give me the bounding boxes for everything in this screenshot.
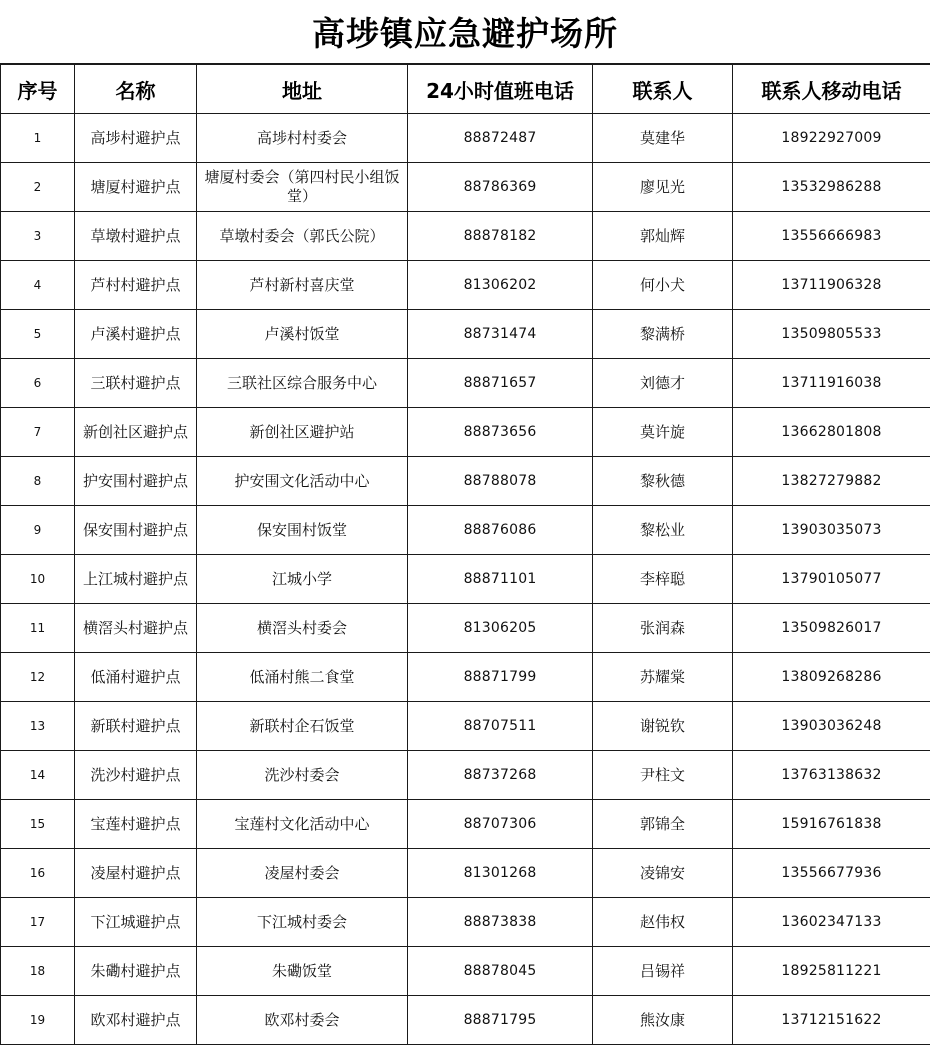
cell-shelter-name: 低涌村避护点 [75,653,197,702]
cell-shelter-name: 朱磡村避护点 [75,947,197,996]
cell-no: 18 [1,947,75,996]
cell-no: 9 [1,506,75,555]
cell-duty-phone: 88871657 [408,359,593,408]
cell-contact: 莫许旋 [593,408,733,457]
cell-contact: 尹柱文 [593,751,733,800]
cell-address: 洗沙村委会 [197,751,408,800]
cell-mobile: 13903035073 [733,506,930,555]
title-row [0,0,930,64]
header-no: 序号 [1,65,75,114]
cell-mobile: 18922927009 [733,114,930,163]
cell-mobile: 13662801808 [733,408,930,457]
cell-mobile: 13556666983 [733,212,930,261]
cell-mobile: 13509826017 [733,604,930,653]
cell-contact: 谢锐钦 [593,702,733,751]
cell-no: 16 [1,849,75,898]
table-row [1,506,930,555]
cell-address: 护安围文化活动中心 [197,457,408,506]
cell-shelter-name: 宝莲村避护点 [75,800,197,849]
cell-mobile: 15916761838 [733,800,930,849]
cell-no: 14 [1,751,75,800]
cell-address: 江城小学 [197,555,408,604]
table-row [1,751,930,800]
header-address: 地址 [197,65,408,114]
shelter-table [0,64,930,1045]
cell-address: 下江城村委会 [197,898,408,947]
cell-duty-phone: 81306205 [408,604,593,653]
cell-no: 3 [1,212,75,261]
table-row [1,800,930,849]
cell-address: 低涌村熊二食堂 [197,653,408,702]
table-header-row [1,65,930,114]
cell-shelter-name: 保安围村避护点 [75,506,197,555]
cell-contact: 赵伟权 [593,898,733,947]
cell-address: 凌屋村委会 [197,849,408,898]
cell-shelter-name: 高埗村避护点 [75,114,197,163]
cell-contact: 莫建华 [593,114,733,163]
cell-address: 芦村新村喜庆堂 [197,261,408,310]
cell-duty-phone: 88707511 [408,702,593,751]
cell-duty-phone: 81301268 [408,849,593,898]
table-row [1,702,930,751]
cell-duty-phone: 88872487 [408,114,593,163]
table-row [1,114,930,163]
cell-address: 卢溪村饭堂 [197,310,408,359]
cell-address: 宝莲村文化活动中心 [197,800,408,849]
table-row [1,359,930,408]
table-row [1,604,930,653]
cell-mobile: 13532986288 [733,163,930,212]
header-name: 名称 [75,65,197,114]
cell-address: 新创社区避护站 [197,408,408,457]
cell-address: 朱磡饭堂 [197,947,408,996]
cell-shelter-name: 下江城避护点 [75,898,197,947]
cell-contact: 黎松业 [593,506,733,555]
cell-shelter-name: 三联村避护点 [75,359,197,408]
cell-no: 8 [1,457,75,506]
cell-mobile: 13711906328 [733,261,930,310]
cell-contact: 廖见光 [593,163,733,212]
table-row [1,457,930,506]
cell-no: 6 [1,359,75,408]
table-row [1,408,930,457]
header-contact: 联系人 [593,65,733,114]
cell-address: 保安围村饭堂 [197,506,408,555]
cell-contact: 郭灿辉 [593,212,733,261]
page-title: 高埗镇应急避护场所 [312,14,618,53]
cell-address: 三联社区综合服务中心 [197,359,408,408]
cell-shelter-name: 塘厦村避护点 [75,163,197,212]
cell-shelter-name: 卢溪村避护点 [75,310,197,359]
cell-address: 欧邓村委会 [197,996,408,1045]
cell-shelter-name: 护安围村避护点 [75,457,197,506]
table-row [1,947,930,996]
table-row [1,849,930,898]
cell-shelter-name: 横滘头村避护点 [75,604,197,653]
cell-mobile: 13602347133 [733,898,930,947]
cell-duty-phone: 88871799 [408,653,593,702]
cell-contact: 苏耀棠 [593,653,733,702]
cell-duty-phone: 88707306 [408,800,593,849]
table-row [1,310,930,359]
cell-shelter-name: 芦村村避护点 [75,261,197,310]
cell-mobile: 18925811221 [733,947,930,996]
cell-no: 7 [1,408,75,457]
cell-no: 11 [1,604,75,653]
cell-duty-phone: 88871795 [408,996,593,1045]
cell-address: 高埗村村委会 [197,114,408,163]
cell-shelter-name: 上江城村避护点 [75,555,197,604]
cell-contact: 郭锦全 [593,800,733,849]
cell-duty-phone: 88878182 [408,212,593,261]
cell-duty-phone: 88876086 [408,506,593,555]
header-mobile: 联系人移动电话 [733,65,930,114]
cell-shelter-name: 凌屋村避护点 [75,849,197,898]
cell-address: 新联村企石饭堂 [197,702,408,751]
cell-duty-phone: 88871101 [408,555,593,604]
table-row [1,898,930,947]
cell-mobile: 13827279882 [733,457,930,506]
table-row [1,212,930,261]
cell-address: 塘厦村委会（第四村民小组饭堂） [197,163,408,212]
cell-duty-phone: 88788078 [408,457,593,506]
cell-duty-phone: 88873656 [408,408,593,457]
cell-duty-phone: 88737268 [408,751,593,800]
cell-contact: 张润森 [593,604,733,653]
cell-no: 10 [1,555,75,604]
cell-mobile: 13509805533 [733,310,930,359]
cell-contact: 何小犬 [593,261,733,310]
table-row [1,653,930,702]
table-body [1,114,930,1045]
cell-shelter-name: 新创社区避护点 [75,408,197,457]
cell-duty-phone: 88731474 [408,310,593,359]
cell-mobile: 13809268286 [733,653,930,702]
cell-contact: 李梓聪 [593,555,733,604]
cell-no: 12 [1,653,75,702]
table-row [1,555,930,604]
cell-shelter-name: 洗沙村避护点 [75,751,197,800]
cell-mobile: 13790105077 [733,555,930,604]
cell-mobile: 13711916038 [733,359,930,408]
cell-mobile: 13903036248 [733,702,930,751]
table-row [1,996,930,1045]
cell-no: 2 [1,163,75,212]
cell-contact: 熊汝康 [593,996,733,1045]
cell-duty-phone: 81306202 [408,261,593,310]
cell-address: 横滘头村委会 [197,604,408,653]
cell-duty-phone: 88873838 [408,898,593,947]
cell-duty-phone: 88878045 [408,947,593,996]
cell-contact: 吕锡祥 [593,947,733,996]
cell-mobile: 13763138632 [733,751,930,800]
cell-no: 19 [1,996,75,1045]
cell-shelter-name: 欧邓村避护点 [75,996,197,1045]
cell-address: 草墩村委会（郭氏公院） [197,212,408,261]
cell-contact: 刘德才 [593,359,733,408]
header-duty-phone: 24小时值班电话 [408,65,593,114]
cell-contact: 黎秋德 [593,457,733,506]
cell-shelter-name: 新联村避护点 [75,702,197,751]
cell-duty-phone: 88786369 [408,163,593,212]
cell-contact: 黎满桥 [593,310,733,359]
cell-mobile: 13556677936 [733,849,930,898]
cell-no: 17 [1,898,75,947]
cell-no: 4 [1,261,75,310]
cell-no: 13 [1,702,75,751]
table-row [1,261,930,310]
cell-no: 5 [1,310,75,359]
cell-contact: 凌锦安 [593,849,733,898]
table-row [1,163,930,212]
cell-shelter-name: 草墩村避护点 [75,212,197,261]
cell-no: 15 [1,800,75,849]
cell-no: 1 [1,114,75,163]
cell-mobile: 13712151622 [733,996,930,1045]
